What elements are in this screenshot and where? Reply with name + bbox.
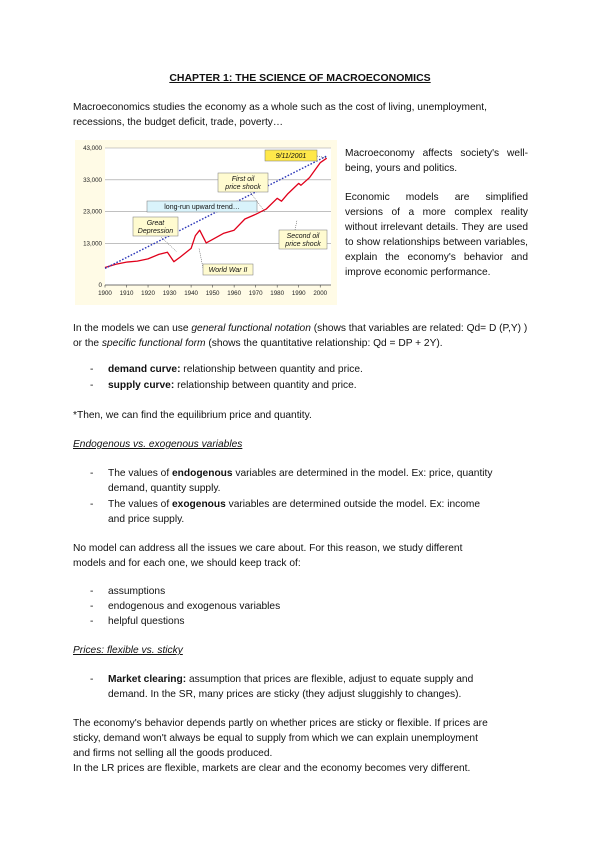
- list-item-exogenous: - The values of exogenous variables are determined outside the model. Ex: income and price supply.: [90, 499, 481, 525]
- x-tick-label: 1920: [141, 290, 155, 297]
- equilibrium-paragraph: *Then, we can find the equilibrium price and quantity.: [73, 410, 312, 421]
- x-tick-label: 1910: [119, 290, 134, 297]
- x-tick-label: 1990: [291, 290, 306, 297]
- x-tick-label: 1900: [98, 290, 112, 297]
- y-tick-label: 0: [98, 282, 102, 289]
- annotation-world-war-text: World War II: [208, 267, 248, 274]
- x-tick-label: 1940: [184, 290, 198, 297]
- intro-paragraph: Macroeconomics studies the economy as a whole such as the cost of living, unemployment, recessions, the budget deficit, trade, poverty…: [73, 102, 487, 128]
- heading-endogenous-exogenous: Endogenous vs. exogenous variables: [73, 439, 243, 450]
- annotation-911-text: 9/11/2001: [275, 153, 307, 160]
- side-paragraph-2: Economic models are simplified versions of a more complex reality without irrelevant details. They are used to show relationships between variables, explain the economy's behavior and improve economic performance.: [345, 192, 528, 278]
- page-title: CHAPTER 1: THE SCIENCE OF MACROECONOMICS: [169, 72, 431, 84]
- annotation-second-oil-text: Second oil: [286, 233, 320, 240]
- annotation-great-depression-text: Great: [146, 220, 165, 227]
- models-paragraph: In the models we can use general functional notation (shows that variables are related: Qd= D (P,Y) ) or the specific functional form (shows the quantitative relationship: Qd = DP + 2Y).: [73, 323, 528, 349]
- y-tick-label: 13,000: [83, 240, 102, 248]
- annotation-great-depression-text: Depression: [137, 228, 174, 235]
- heading-prices: Prices: flexible vs. sticky: [73, 645, 183, 656]
- y-tick-label: 43,000: [83, 145, 102, 152]
- y-tick-label: 33,000: [83, 176, 102, 184]
- annotation-first-oil-text: First oil: [231, 176, 255, 183]
- x-tick-label: 1930: [162, 290, 177, 297]
- list-item-endogenous: - The values of endogenous variables are determined in the model. Ex: price, quantity demand, quantity supply.: [90, 468, 493, 494]
- x-tick-label: 1950: [205, 290, 220, 297]
- gdp-chart: [75, 140, 337, 305]
- annotation-second-oil-text: price shock: [285, 241, 321, 248]
- annotation-trend-text: long-run upward trend…: [164, 204, 240, 211]
- x-tick-label: 1960: [227, 290, 242, 297]
- list-item-market-clearing: - Market clearing: assumption that prices are flexible, adjust to equate supply and demand. In the SR, many prices are sticky (they adjust sluggishly to changes).: [90, 674, 474, 700]
- annotation-first-oil-text: price shock: [225, 184, 261, 191]
- x-tick-label: 1970: [248, 290, 263, 297]
- document-page: CHAPTER 1: THE SCIENCE OF MACROECONOMICS Macroeconomics studies the economy as a whole such as the cost of living, unemployment, recessions, the budget deficit, trade, poverty… 0 13,000 23,000 33,000 43,000 1900 1910 1920 1930 1940 1950 1960 1970 1980 1990 2000 9/11/2001 First oil price shock long-run upward trend… Great Depression Second oil price shock World War II Macroeconomy affects society's well-being, yours and politics. Economic models are simplified versions of a more complex reality without irrelevant details. They are used to show relationships between variables, explain the economy's behavior and improve economic performance. In the models we can use general functional notation (shows that variables are related: Qd= D (P,Y) ) or the specific functional form (shows the quantitative relationship: Qd = DP + 2Y). - demand curve: relationship between quantity and price. - supply curve: relationship between quantity and price. *Then, we can find the equilibrium price and quantity. Endogenous vs. exogenous variables - The values of endogenous variables are determined in the model. Ex: price, quantity demand, quantity supply. - The values of exogenous variables are determined outside the model. Ex: income and price supply. No model can address all the issues we care about. For this reason, we study different models and for each one, we should keep track of: - assumptions - endogenous and exogenous variables - helpful questions Prices: flexible vs. sticky - Market clearing: assumption that prices are flexible, adjust to equate supply and demand. In the SR, many prices are sticky (they adjust sluggishly to changes). The economy's behavior depends partly on whether prices are sticky or flexible. If prices are sticky, demand won't always be equal to supply from which we can explain unemployment and firms not selling all the goods produced. In the LR prices are flexible, markets are clear and the economy becomes very different.: [0, 0, 600, 848]
- final-paragraph: The economy's behavior depends partly on whether prices are sticky or flexible. If prices are sticky, demand won't always be equal to supply from which we can explain unemployment and firms not selling all the goods produced. In the LR prices are flexible, markets are clear and the economy becomes very different.: [73, 718, 488, 774]
- side-paragraph-1: Macroeconomy affects society's well-being, yours and politics.: [345, 148, 528, 174]
- y-tick-label: 23,000: [83, 208, 102, 216]
- no-model-paragraph: No model can address all the issues we care about. For this reason, we study different models and for each one, we should keep track of:: [73, 543, 463, 569]
- x-tick-label: 1980: [270, 290, 285, 297]
- x-tick-label: 2000: [313, 290, 328, 297]
